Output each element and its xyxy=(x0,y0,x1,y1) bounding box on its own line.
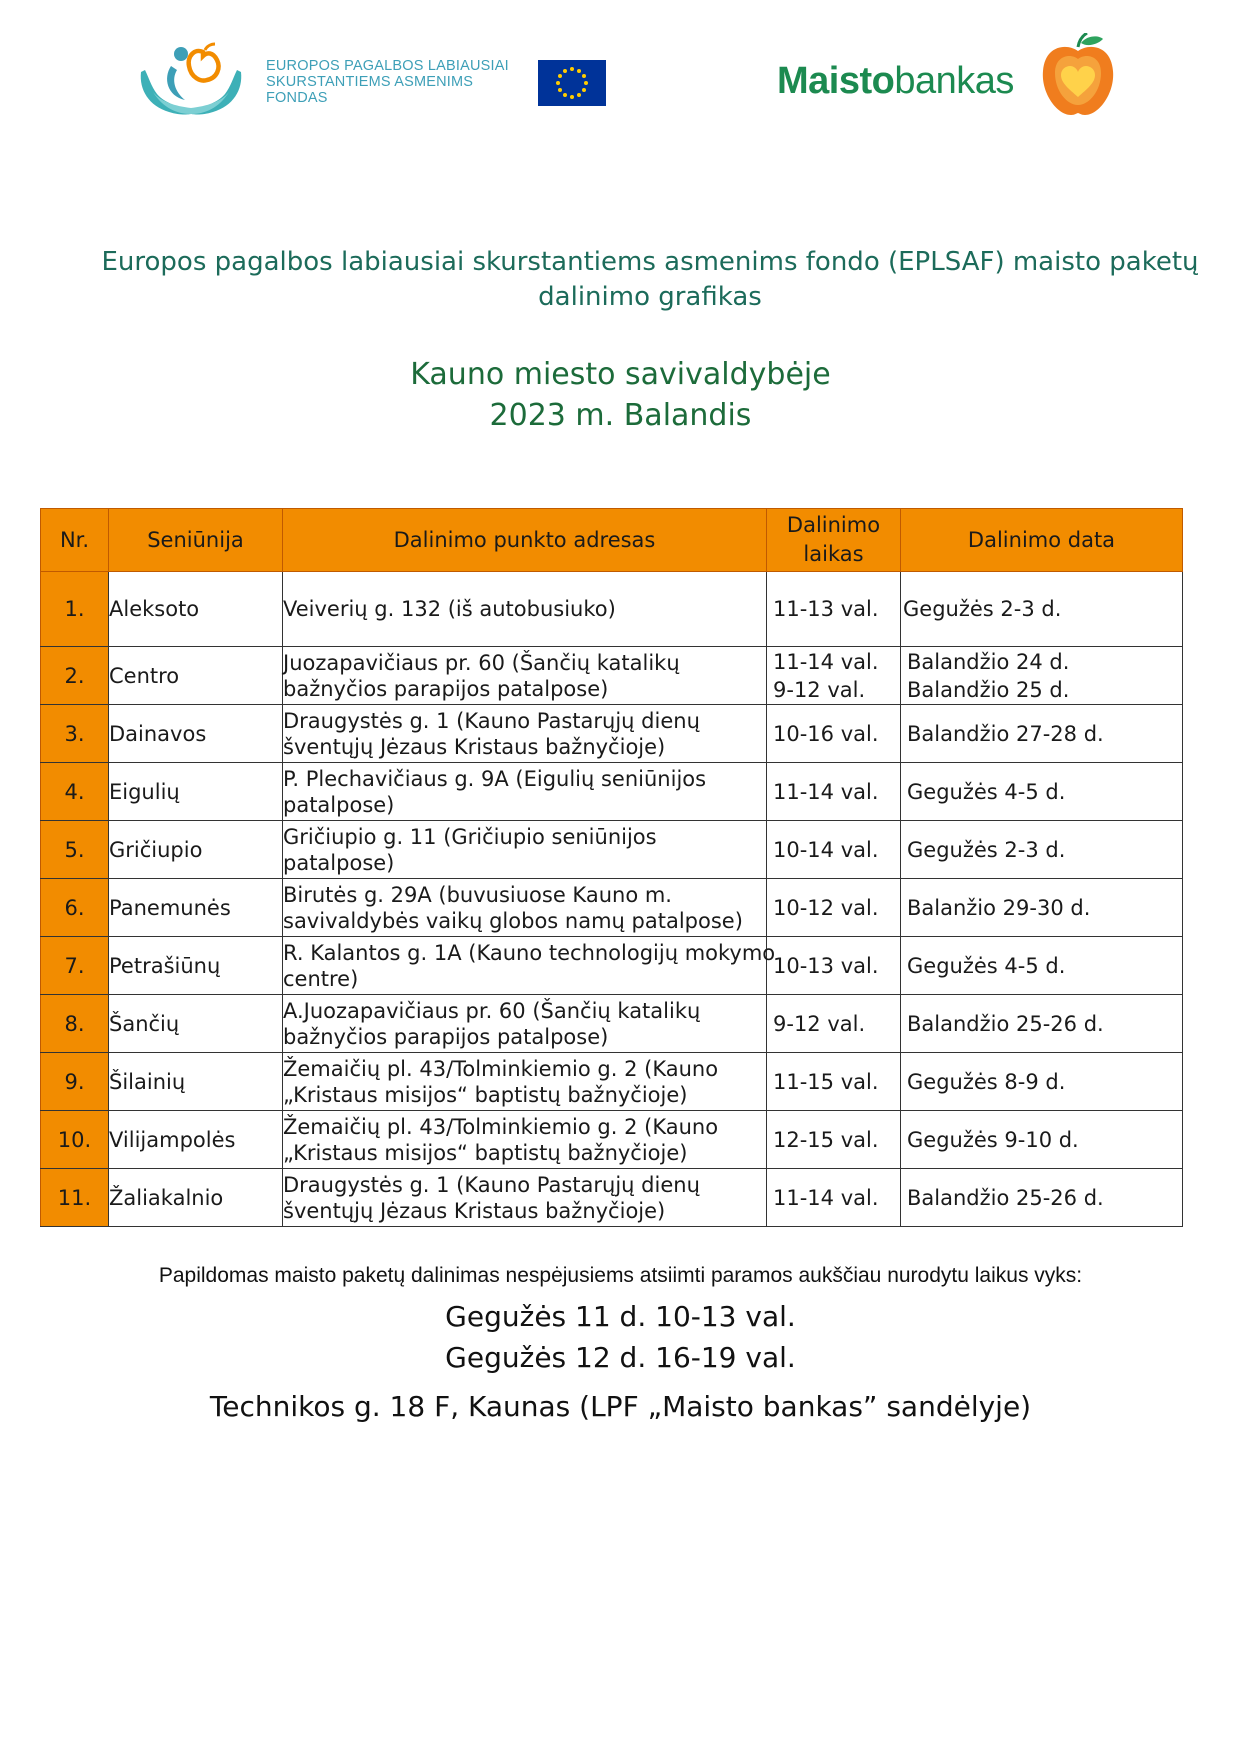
cell-date xyxy=(901,821,1183,879)
subtitle-period: 2023 m. Balandis xyxy=(489,398,752,433)
cell-address-line: šventųjų Jėzaus Kristaus bažnyčioje) xyxy=(283,1198,666,1223)
fund-name xyxy=(266,58,526,106)
cell-date-line: Balandžio 27-28 d. xyxy=(907,721,1104,746)
cell-time xyxy=(767,1053,901,1111)
brand-light: bankas xyxy=(894,60,1014,102)
brand-bold: Maisto xyxy=(777,60,895,102)
header-logos xyxy=(0,0,1241,130)
cell-nr: 4. xyxy=(41,763,109,821)
table-row xyxy=(41,1169,1183,1227)
document-subtitle xyxy=(0,354,1241,436)
table-row xyxy=(41,763,1183,821)
cell-time-line: 11-13 val. xyxy=(773,597,879,621)
header-time xyxy=(767,509,901,572)
cell-address-line: šventųjų Jėzaus Kristaus bažnyčioje) xyxy=(283,734,666,759)
cell-seniunija: Žaliakalnio xyxy=(109,1169,283,1227)
header-seniunija: Seniūnija xyxy=(109,509,283,572)
cell-nr: 3. xyxy=(41,705,109,763)
subtitle-municipality: Kauno miesto savivaldybėje xyxy=(410,357,831,392)
cell-time xyxy=(767,879,901,937)
cell-time xyxy=(767,821,901,879)
cell-address-line: bažnyčios parapijos patalpose) xyxy=(283,1024,609,1049)
table-row xyxy=(41,1053,1183,1111)
table-body xyxy=(41,572,1183,1227)
cell-seniunija: Vilijampolės xyxy=(109,1111,283,1169)
cell-date xyxy=(901,647,1183,705)
cell-address xyxy=(283,937,776,995)
cell-date xyxy=(901,937,1183,995)
cell-address-line: „Kristaus misijos“ baptistų bažnyčioje) xyxy=(283,1140,688,1165)
cell-address xyxy=(283,1053,767,1111)
cell-nr: 11. xyxy=(41,1169,109,1227)
cell-address-line: Veiverių g. 132 (iš autobusiuko) xyxy=(283,597,616,621)
cell-seniunija: Eigulių xyxy=(109,763,283,821)
cell-address-line: patalpose) xyxy=(283,792,395,817)
cell-seniunija: Petrašiūnų xyxy=(109,937,283,995)
cell-time-line: 9-12 val. xyxy=(773,677,866,702)
cell-address xyxy=(283,1111,767,1169)
additional-distribution-note: Papildomas maisto paketų dalinimas nespėjusiems atsiimti paramos aukščiau nurodytu laikus vyks: xyxy=(158,1264,1083,1287)
table-row xyxy=(41,705,1183,763)
cell-address xyxy=(283,821,767,879)
cell-time xyxy=(767,937,901,995)
cell-time xyxy=(767,647,901,705)
cell-address xyxy=(283,647,767,705)
cell-date-line: Balandžio 25-26 d. xyxy=(907,1011,1104,1036)
cell-seniunija: Dainavos xyxy=(109,705,283,763)
cell-nr: 6. xyxy=(41,879,109,937)
cell-seniunija: Gričiupio xyxy=(109,821,283,879)
cell-time-line: 11-14 val. xyxy=(773,1185,879,1210)
cell-nr: 1. xyxy=(41,572,109,647)
cell-address-line: Draugystės g. 1 (Kauno Pastarųjų dienų xyxy=(283,1172,700,1197)
cell-date xyxy=(901,1111,1183,1169)
cell-time xyxy=(767,1111,901,1169)
cell-date xyxy=(901,879,1183,937)
cell-date xyxy=(901,705,1183,763)
title-line: dalinimo grafikas xyxy=(538,282,762,312)
cell-nr: 9. xyxy=(41,1053,109,1111)
cell-date-line: Gegužės 8-9 d. xyxy=(907,1069,1066,1094)
cell-time-line: 9-12 val. xyxy=(773,1011,866,1036)
cell-date-line: Balandžio 25-26 d. xyxy=(907,1185,1104,1210)
fund-name-line: FONDAS xyxy=(266,90,328,106)
eu-flag-icon xyxy=(538,60,606,106)
cell-address-line: Draugystės g. 1 (Kauno Pastarųjų dienų xyxy=(283,708,700,733)
apple-heart-logo-icon xyxy=(1041,33,1115,117)
cell-seniunija: Šančių xyxy=(109,995,283,1053)
cell-time-line: 10-12 val. xyxy=(773,895,879,920)
cell-address-line: P. Plechavičiaus g. 9A (Eigulių seniūnijos xyxy=(283,766,707,791)
cell-time xyxy=(767,705,901,763)
extra-location: Technikos g. 18 F, Kaunas (LPF „Maisto bankas” sandėlyje) xyxy=(209,1390,1032,1423)
cell-address-line: A.Juozapavičiaus pr. 60 (Šančių katalikų xyxy=(283,998,701,1023)
table-header-row xyxy=(41,509,1183,572)
cell-date xyxy=(901,572,1183,647)
cell-address-line: Birutės g. 29A (buvusiuose Kauno m. xyxy=(283,882,672,907)
cell-date-line: Gegužės 4-5 d. xyxy=(907,779,1066,804)
cell-address-line: savivaldybės vaikų globos namų patalpose) xyxy=(283,908,743,933)
header-nr: Nr. xyxy=(41,509,109,572)
cell-nr: 8. xyxy=(41,995,109,1053)
cell-time xyxy=(767,572,901,647)
table-row xyxy=(41,879,1183,937)
fund-name-line: SKURSTANTIEMS ASMENIMS xyxy=(266,74,474,90)
cell-address-line: bažnyčios parapijos patalpose) xyxy=(283,676,609,701)
document-title xyxy=(60,245,1240,315)
cell-date-line: Balandžio 24 d. xyxy=(907,649,1070,674)
cell-date-line: Gegužės 2-3 d. xyxy=(907,837,1066,862)
fund-name-line: EUROPOS PAGALBOS LABIAUSIAI xyxy=(266,58,509,74)
maisto-bankas-brand xyxy=(777,58,1014,104)
cell-nr: 2. xyxy=(41,647,109,705)
distribution-schedule-table xyxy=(40,508,1183,1227)
cell-address-line: Žemaičių pl. 43/Tolminkiemio g. 2 (Kauno xyxy=(283,1056,719,1081)
cell-date xyxy=(901,995,1183,1053)
cell-date-line: Balandžio 25 d. xyxy=(907,677,1070,702)
cell-time-line: 12-15 val. xyxy=(773,1127,879,1152)
header-time-line: Dalinimo xyxy=(786,513,881,537)
cell-address-line: Juozapavičiaus pr. 60 (Šančių katalikų xyxy=(283,650,680,675)
fund-hands-logo-icon xyxy=(135,42,247,120)
cell-address xyxy=(283,1169,767,1227)
cell-address xyxy=(283,995,767,1053)
cell-time-line: 11-15 val. xyxy=(773,1069,879,1094)
cell-address-line: centre) xyxy=(283,966,359,991)
cell-address xyxy=(283,705,767,763)
cell-time-line: 11-14 val. xyxy=(773,649,879,674)
header-address: Dalinimo punkto adresas xyxy=(283,509,767,572)
cell-date xyxy=(901,1169,1183,1227)
cell-time-line: 10-16 val. xyxy=(773,721,879,746)
table-row xyxy=(41,1111,1183,1169)
header-time-line: laikas xyxy=(803,542,864,566)
cell-time xyxy=(767,995,901,1053)
cell-date xyxy=(901,1053,1183,1111)
cell-time-line: 11-14 val. xyxy=(773,779,879,804)
cell-address xyxy=(283,763,767,821)
cell-date xyxy=(901,763,1183,821)
cell-address xyxy=(283,879,767,937)
cell-nr: 7. xyxy=(41,937,109,995)
cell-address-line: „Kristaus misijos“ baptistų bažnyčioje) xyxy=(283,1082,688,1107)
cell-date-line: Gegužės 9-10 d. xyxy=(907,1127,1079,1152)
cell-address-line: patalpose) xyxy=(283,850,395,875)
cell-time xyxy=(767,1169,901,1227)
cell-nr: 10. xyxy=(41,1111,109,1169)
cell-nr: 5. xyxy=(41,821,109,879)
title-line: Europos pagalbos labiausiai skurstantiems asmenims fondo (EPLSAF) maisto paketų xyxy=(101,247,1199,277)
cell-time-line: 10-14 val. xyxy=(773,837,879,862)
table-row xyxy=(41,821,1183,879)
header-date: Dalinimo data xyxy=(901,509,1183,572)
cell-date-line: Gegužės 4-5 d. xyxy=(907,953,1066,978)
extra-date-1: Gegužės 11 d. 10-13 val. xyxy=(445,1300,796,1333)
table-row xyxy=(41,572,1183,647)
cell-seniunija: Centro xyxy=(109,647,283,705)
table-row xyxy=(41,647,1183,705)
cell-address xyxy=(283,572,767,647)
cell-seniunija: Panemunės xyxy=(109,879,283,937)
cell-address-line: Gričiupio g. 11 (Gričiupio seniūnijos xyxy=(283,824,657,849)
cell-seniunija: Aleksoto xyxy=(109,572,283,647)
table-row xyxy=(41,937,1183,995)
table-row xyxy=(41,995,1183,1053)
cell-date-line: Balanžio 29-30 d. xyxy=(907,895,1091,920)
cell-time-line: 10-13 val. xyxy=(773,953,879,978)
cell-address-line: R. Kalantos g. 1A (Kauno technologijų mokymo xyxy=(283,940,776,965)
cell-seniunija: Šilainių xyxy=(109,1053,283,1111)
extra-date-2: Gegužės 12 d. 16-19 val. xyxy=(445,1341,796,1374)
cell-address-line: Žemaičių pl. 43/Tolminkiemio g. 2 (Kauno xyxy=(283,1114,719,1139)
cell-time xyxy=(767,763,901,821)
cell-date-line: Gegužės 2-3 d. xyxy=(903,597,1062,621)
